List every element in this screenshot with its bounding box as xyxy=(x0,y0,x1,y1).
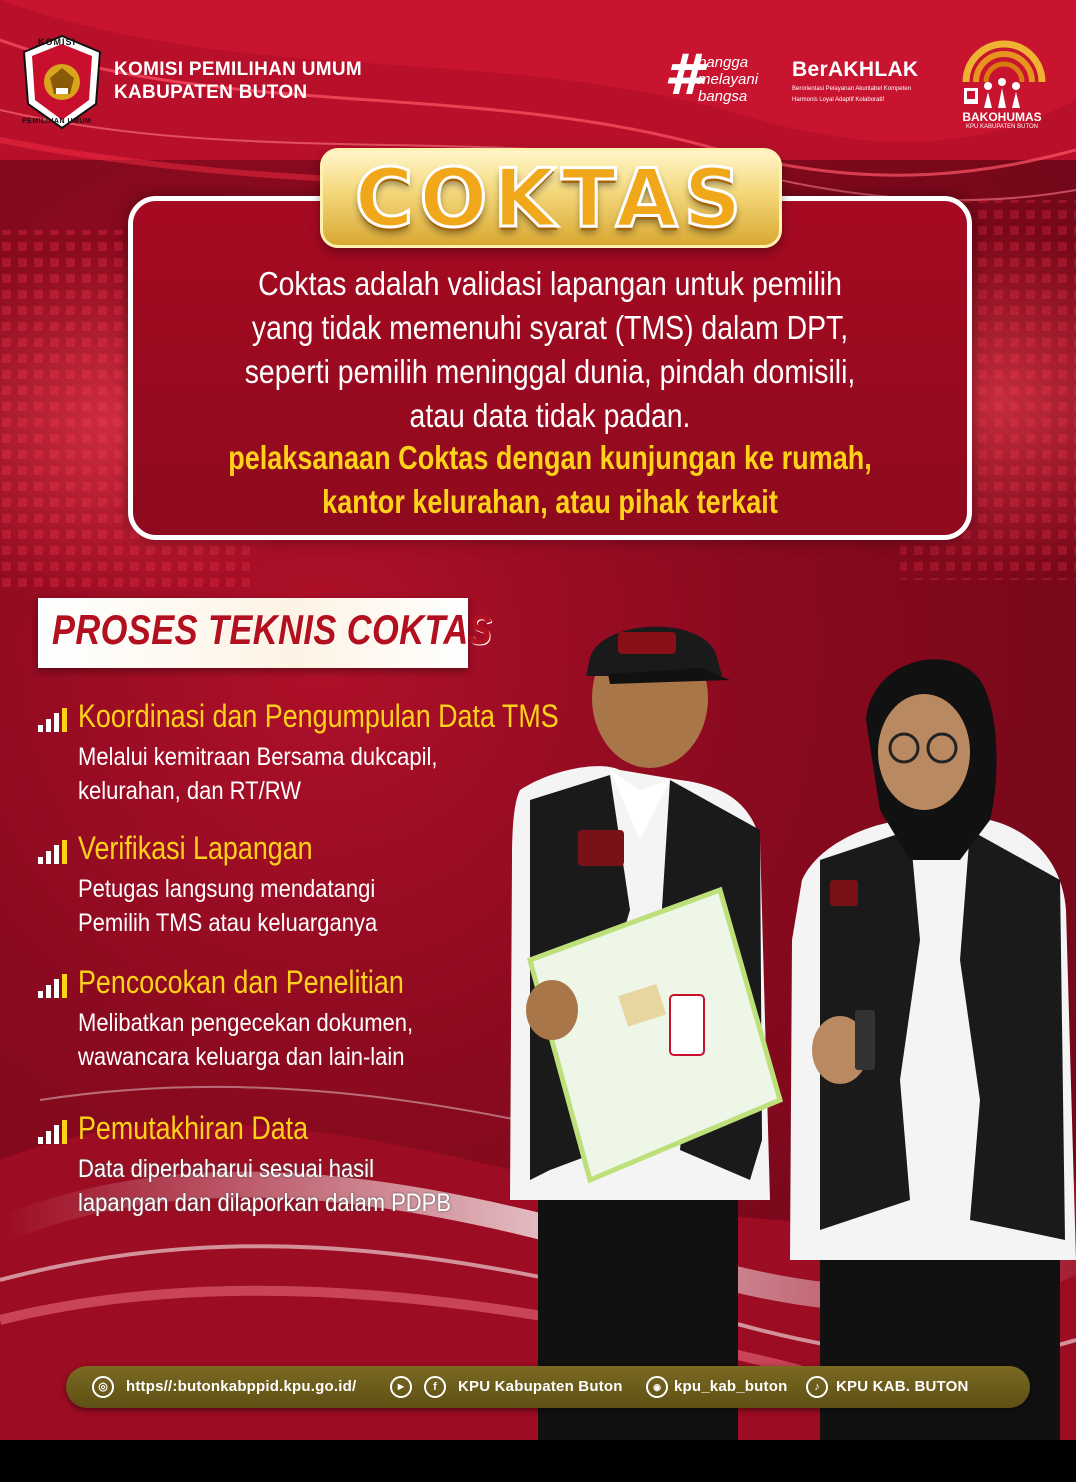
signal-bars-icon xyxy=(38,974,66,998)
highlight-line-1: pelaksanaan Coktas dengan kunjungan ke rumah, xyxy=(228,439,872,476)
bml-words xyxy=(698,54,758,105)
berakhlak-logo xyxy=(792,58,942,104)
step-desc-line-2: Pemilih TMS atau keluarganya xyxy=(78,909,378,937)
section-title: PROSES TEKNIS COKTAS xyxy=(52,606,493,653)
bml-line-2: melayani xyxy=(698,71,759,88)
step-desc-line-2: kelurahan, dan RT/RW xyxy=(78,777,301,805)
signal-bars-icon xyxy=(38,1120,66,1144)
berakhlak-sub-1: Berorientasi Pelayanan Akuntabel Kompeten xyxy=(792,86,912,92)
org-line-1: KOMISI PEMILIHAN UMUM xyxy=(114,59,363,80)
instagram-icon[interactable]: ◉ xyxy=(646,1376,668,1398)
step-desc-line-2: lapangan dan dilaporkan dalam PDPB xyxy=(78,1189,452,1217)
organization-name xyxy=(114,58,362,104)
section-banner xyxy=(38,598,493,668)
description-line-2: yang tidak memenuhi syarat (TMS) dalam DPT, xyxy=(251,309,849,346)
page-title: COKTAS xyxy=(354,152,748,245)
kpu-logo xyxy=(20,34,104,130)
step-title: Pemutakhiran Data xyxy=(78,1110,309,1146)
logo-ring-text-bottom: PEMILIHAN UMUM xyxy=(22,118,92,125)
officers-photo xyxy=(490,580,1076,1440)
bakohumas-title: BAKOHUMAS xyxy=(962,110,1042,124)
step-title: Koordinasi dan Pengumpulan Data TMS xyxy=(78,698,559,734)
step-title: Verifikasi Lapangan xyxy=(78,830,313,866)
step-description xyxy=(78,740,437,808)
globe-icon: ◎ xyxy=(92,1376,114,1398)
hash-icon: # xyxy=(664,43,703,108)
bakohumas-sub: KPU KABUPATEN BUTON xyxy=(965,124,1038,130)
step-description xyxy=(78,872,377,940)
logo-ring-text-top: KOMISI xyxy=(38,37,77,47)
bakohumas-emblem-icon xyxy=(952,24,1052,110)
officer-man xyxy=(510,627,780,1440)
berakhlak-title: BerAKHLAK xyxy=(792,58,919,81)
bakohumas-logo xyxy=(952,24,1052,134)
officer-woman xyxy=(790,659,1076,1440)
bangga-melayani-bangsa-logo xyxy=(664,43,780,108)
description-line-1: Coktas adalah validasi lapangan untuk pemilih xyxy=(258,265,842,302)
signal-bars-icon xyxy=(38,840,66,864)
signal-bars-icon xyxy=(38,708,66,732)
step-desc-line-1: Petugas langsung mendatangi xyxy=(78,875,376,903)
description-line-3: seperti pemilih meninggal dunia, pindah domisili, xyxy=(244,353,856,390)
bml-line-1: bangga xyxy=(698,54,749,71)
step-desc-line-1: Data diperbaharui sesuai hasil xyxy=(78,1155,374,1183)
step-desc-line-1: Melalui kemitraan Bersama dukcapil, xyxy=(78,743,438,771)
org-line-2: KABUPATEN BUTON xyxy=(114,82,308,103)
footer-facebook-link[interactable]: KPU Kabupaten Buton xyxy=(458,1378,623,1395)
bml-line-3: bangsa xyxy=(698,88,748,105)
footer-tiktok-link[interactable]: KPU KAB. BUTON xyxy=(836,1378,969,1395)
description-highlight xyxy=(222,436,878,524)
footer-website-link[interactable]: https//:butonkabppid.kpu.go.id/ xyxy=(126,1378,357,1395)
step-title: Pencocokan dan Penelitian xyxy=(78,964,404,1000)
step-desc-line-2: wawancara keluarga dan lain-lain xyxy=(78,1043,405,1071)
youtube-icon[interactable]: ▶ xyxy=(390,1376,412,1398)
facebook-icon[interactable]: f xyxy=(424,1376,446,1398)
highlight-line-2: kantor kelurahan, atau pihak terkait xyxy=(322,483,778,520)
tiktok-icon[interactable]: ♪ xyxy=(806,1376,828,1398)
description-line-4: atau data tidak padan. xyxy=(409,397,691,434)
step-description xyxy=(78,1006,413,1074)
footer-instagram-link[interactable]: kpu_kab_buton xyxy=(674,1378,788,1395)
step-desc-line-1: Melibatkan pengecekan dokumen, xyxy=(78,1009,414,1037)
title-plate xyxy=(320,148,782,248)
step-description xyxy=(78,1152,451,1220)
description xyxy=(206,262,894,438)
berakhlak-sub-2: Harmonis Loyal Adaptif Kolaboratif xyxy=(792,97,885,103)
